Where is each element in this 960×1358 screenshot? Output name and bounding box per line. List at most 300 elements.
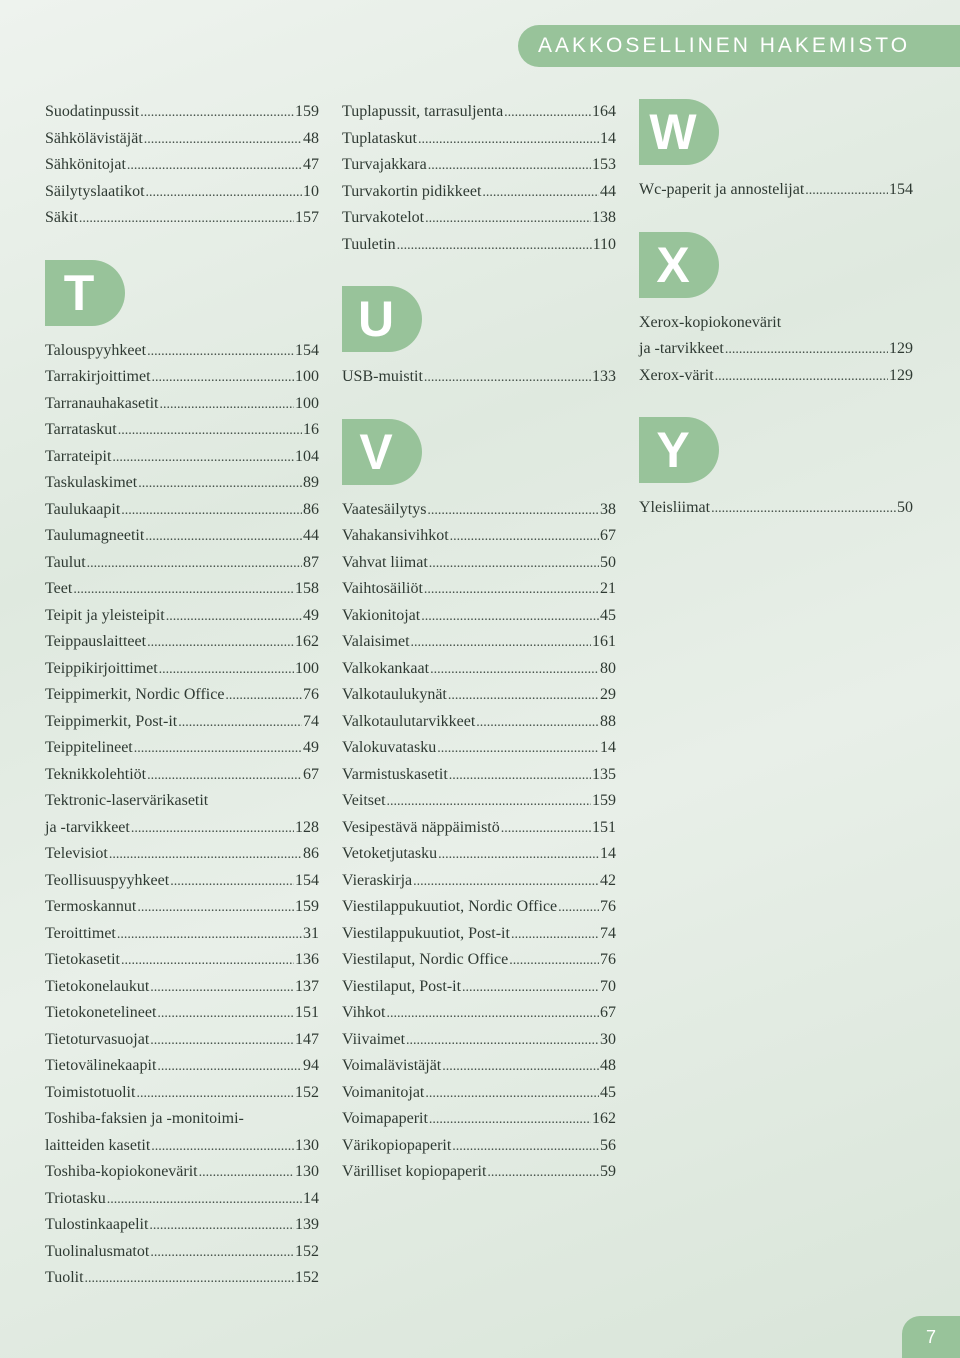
index-entry-page: 159 bbox=[592, 792, 616, 809]
dot-leader bbox=[149, 1213, 294, 1240]
index-entry bbox=[45, 841, 319, 868]
index-entry-term: Varmistuskasetit bbox=[342, 765, 448, 783]
index-column-3 bbox=[639, 99, 913, 522]
index-entry-page: 30 bbox=[600, 1030, 616, 1048]
dot-leader bbox=[424, 577, 599, 604]
index-entry-term: Värikopiopaperit bbox=[342, 1136, 452, 1154]
index-entry-term: Vihkot bbox=[342, 1004, 386, 1021]
index-entry-term: Sähkölävistäjät bbox=[45, 129, 143, 147]
dot-leader bbox=[147, 339, 294, 366]
index-entry-term: Tuolinalusmatot bbox=[45, 1242, 150, 1260]
index-entry bbox=[342, 550, 616, 577]
dot-leader bbox=[476, 710, 599, 737]
index-entry-page: 161 bbox=[592, 633, 616, 650]
index-entry-term: Valkotaulutarvikkeet bbox=[342, 712, 476, 730]
index-entry bbox=[45, 1159, 319, 1186]
dot-leader bbox=[450, 524, 599, 551]
dot-leader bbox=[386, 1001, 599, 1028]
index-entry-term: Tietokonetelineet bbox=[45, 1004, 157, 1021]
index-entry-page: 152 bbox=[295, 1083, 319, 1101]
index-entry-page: 136 bbox=[295, 951, 319, 968]
index-entry-term: Säilytyslaatikot bbox=[45, 182, 145, 200]
dot-leader bbox=[107, 1187, 302, 1214]
dot-leader bbox=[504, 100, 591, 127]
index-column-1 bbox=[45, 99, 319, 1292]
dot-leader bbox=[448, 683, 599, 710]
dot-leader bbox=[442, 1054, 599, 1081]
index-entry-page: 89 bbox=[303, 474, 319, 491]
dot-leader bbox=[225, 683, 302, 710]
index-header-banner bbox=[518, 25, 960, 67]
index-entry-term: Vetoketjutasku bbox=[342, 845, 438, 862]
index-entry bbox=[45, 1186, 319, 1213]
index-entry-page: 87 bbox=[303, 553, 319, 571]
index-entry-page: 158 bbox=[295, 580, 319, 597]
index-entry-page: 44 bbox=[303, 527, 319, 544]
index-entry-term: Yleisliimat bbox=[639, 499, 711, 516]
index-entry bbox=[45, 682, 319, 709]
index-entry-page: 49 bbox=[303, 739, 319, 756]
index-entry-term: Tietokasetit bbox=[45, 951, 120, 968]
index-entry-page: 67 bbox=[600, 527, 616, 544]
index-entry bbox=[342, 868, 616, 895]
index-entry-page: 129 bbox=[889, 366, 913, 384]
index-entry bbox=[45, 1133, 319, 1160]
dot-leader bbox=[487, 1160, 599, 1187]
index-entry bbox=[45, 868, 319, 895]
index-entry-page: 154 bbox=[295, 341, 319, 359]
index-entry-page: 48 bbox=[303, 129, 319, 147]
dot-leader bbox=[711, 496, 896, 523]
index-entry-term: Teippimerkit, Post-it bbox=[45, 712, 178, 730]
letter-heading: W bbox=[649, 104, 697, 160]
index-entry-term: Voimapaperit bbox=[342, 1110, 428, 1127]
index-entry-term: Tarrataskut bbox=[45, 421, 117, 438]
index-entry bbox=[342, 576, 616, 603]
index-entry-page: 10 bbox=[303, 182, 319, 200]
index-entry-page: 104 bbox=[295, 447, 319, 465]
index-entry-term: Termoskannut bbox=[45, 898, 137, 915]
index-entry-term: Vakionitojat bbox=[342, 606, 421, 624]
letter-heading-block bbox=[342, 419, 422, 485]
dot-leader bbox=[428, 153, 591, 180]
index-entry-term: Teippitelineet bbox=[45, 739, 133, 756]
index-entry bbox=[342, 523, 616, 550]
dot-leader bbox=[170, 869, 294, 896]
index-entry-page: 74 bbox=[303, 712, 319, 730]
dot-leader bbox=[140, 100, 294, 127]
index-entry-term: Viestilappukuutiot, Post-it bbox=[342, 924, 510, 942]
index-entry-page: 152 bbox=[295, 1242, 319, 1260]
index-entry-page: 162 bbox=[295, 633, 319, 650]
index-entry bbox=[45, 444, 319, 471]
dot-leader bbox=[159, 392, 294, 419]
index-entry-term: Televisiot bbox=[45, 845, 108, 862]
index-entry bbox=[342, 1133, 616, 1160]
index-entry bbox=[45, 550, 319, 577]
index-entry-page: 88 bbox=[600, 712, 616, 730]
index-entry-page: 76 bbox=[600, 951, 616, 968]
dot-leader bbox=[501, 816, 591, 843]
dot-leader bbox=[150, 1028, 294, 1055]
index-entry bbox=[45, 99, 319, 126]
index-entry-term: Tuolit bbox=[45, 1269, 84, 1286]
index-entry bbox=[342, 232, 616, 259]
index-entry bbox=[342, 603, 616, 630]
index-entry bbox=[45, 179, 319, 206]
index-entry-term: Tulostinkaapelit bbox=[45, 1216, 149, 1233]
index-entry-term: Taskulaskimet bbox=[45, 474, 138, 491]
index-entry-term: Toimistotuolit bbox=[45, 1083, 136, 1101]
index-entry-term: Viivaimet bbox=[342, 1030, 406, 1048]
index-entry-page: 56 bbox=[600, 1136, 616, 1154]
dot-leader bbox=[138, 471, 302, 498]
index-entry-term: Teippikirjoittimet bbox=[45, 659, 158, 677]
index-entry-term: Xerox-kopiokonevärit bbox=[639, 313, 782, 331]
index-entry bbox=[342, 99, 616, 126]
index-entry-term: Vesipestävä näppäimistö bbox=[342, 818, 500, 836]
index-entry bbox=[45, 470, 319, 497]
index-entry-page: 21 bbox=[600, 580, 616, 597]
dot-leader bbox=[157, 1001, 294, 1028]
index-entry-page: 48 bbox=[600, 1057, 616, 1074]
index-entry-page: 42 bbox=[600, 871, 616, 889]
index-entry-page: 159 bbox=[295, 898, 319, 915]
index-entry bbox=[45, 894, 319, 921]
dot-leader bbox=[509, 948, 599, 975]
letter-heading: T bbox=[63, 264, 95, 321]
index-entry-term: Tuuletin bbox=[342, 235, 396, 253]
dot-leader bbox=[387, 789, 591, 816]
index-entry-page: 128 bbox=[295, 818, 319, 836]
index-entry-term: Veitset bbox=[342, 792, 386, 809]
index-entry-page: 45 bbox=[600, 606, 616, 624]
index-entry bbox=[45, 1239, 319, 1266]
dot-leader bbox=[147, 763, 302, 790]
index-entry-term: Teroittimet bbox=[45, 924, 116, 942]
index-entry-term: Tuplataskut bbox=[342, 129, 417, 147]
dot-leader bbox=[85, 1266, 294, 1293]
letter-heading: V bbox=[359, 423, 393, 480]
dot-leader bbox=[511, 922, 599, 949]
dot-leader bbox=[425, 206, 591, 233]
index-entry bbox=[45, 1027, 319, 1054]
index-entry-term: Valkokankaat bbox=[342, 659, 430, 677]
index-entry bbox=[639, 177, 913, 204]
index-entry-term: Tuplapussit, tarrasuljenta bbox=[342, 103, 504, 120]
index-entry-term: Värilliset kopiopaperit bbox=[342, 1163, 487, 1180]
index-entry-page: 74 bbox=[600, 924, 616, 942]
index-entry bbox=[342, 126, 616, 153]
index-entry bbox=[342, 974, 616, 1001]
index-entry bbox=[45, 497, 319, 524]
index-entry-term: Sähkönitojat bbox=[45, 156, 126, 173]
index-entry bbox=[342, 815, 616, 842]
index-entry-term: Tarrateipit bbox=[45, 447, 112, 465]
index-entry-page: 164 bbox=[592, 103, 616, 120]
index-entry-page: 16 bbox=[303, 421, 319, 438]
dot-leader bbox=[159, 657, 294, 684]
index-entry bbox=[45, 205, 319, 232]
dot-leader bbox=[424, 365, 591, 392]
index-entry bbox=[45, 126, 319, 153]
index-entry bbox=[342, 947, 616, 974]
index-entry-page: 94 bbox=[303, 1057, 319, 1074]
dot-leader bbox=[437, 736, 599, 763]
index-entry bbox=[45, 364, 319, 391]
dot-leader bbox=[145, 524, 302, 551]
index-entry-page: 100 bbox=[295, 394, 319, 412]
index-entry-term: Valaisimet bbox=[342, 633, 410, 650]
index-entry-term: Teippauslaitteet bbox=[45, 633, 147, 650]
index-entry bbox=[342, 152, 616, 179]
dot-leader bbox=[421, 604, 599, 631]
index-entry-term: Tietokonelaukut bbox=[45, 977, 150, 995]
dot-leader bbox=[144, 127, 302, 154]
index-entry-term: Vaihtosäiliöt bbox=[342, 580, 423, 597]
dot-leader bbox=[413, 869, 599, 896]
index-entry bbox=[639, 495, 913, 522]
index-entry-page: 110 bbox=[592, 235, 616, 253]
dot-leader bbox=[146, 180, 302, 207]
index-entry-term: Turvakortin pidikkeet bbox=[342, 182, 482, 200]
index-entry-term: ja -tarvikkeet bbox=[639, 340, 724, 357]
index-entry-page: 14 bbox=[600, 845, 616, 862]
index-entry bbox=[45, 391, 319, 418]
index-entry bbox=[45, 1000, 319, 1027]
index-entry-page: 86 bbox=[303, 845, 319, 862]
index-entry-page: 45 bbox=[600, 1083, 616, 1101]
index-entry-page: 50 bbox=[600, 553, 616, 571]
dot-leader bbox=[725, 337, 888, 364]
index-entry bbox=[342, 841, 616, 868]
dot-leader bbox=[131, 816, 294, 843]
dot-leader bbox=[117, 922, 302, 949]
index-entry bbox=[342, 709, 616, 736]
dot-leader bbox=[150, 975, 294, 1002]
index-entry-term: Taulut bbox=[45, 553, 86, 571]
index-entry-term: Xerox-värit bbox=[639, 366, 714, 384]
dot-leader bbox=[449, 763, 591, 790]
dot-leader bbox=[121, 948, 294, 975]
dot-leader bbox=[118, 418, 302, 445]
index-entry-page: 76 bbox=[303, 686, 319, 703]
index-entry-term: Talouspyyhkeet bbox=[45, 341, 147, 359]
index-entry bbox=[342, 1159, 616, 1186]
index-entry bbox=[45, 152, 319, 179]
index-entry-page: 86 bbox=[303, 500, 319, 518]
page-number: 7 bbox=[925, 1326, 936, 1347]
index-entry-term: Toshiba-kopiokonevärit bbox=[45, 1163, 198, 1180]
index-entry-term: Wc-paperit ja annostelijat bbox=[639, 181, 805, 198]
dot-leader bbox=[438, 842, 599, 869]
index-entry-page: 130 bbox=[295, 1136, 319, 1154]
index-entry-term: Vahvat liimat bbox=[342, 553, 428, 571]
index-entry-term: Teippimerkit, Nordic Office bbox=[45, 686, 225, 703]
index-entry-term: Tietoturvasuojat bbox=[45, 1030, 150, 1048]
index-entry-term: Voimanitojat bbox=[342, 1083, 425, 1101]
index-entry-page: 137 bbox=[295, 977, 319, 995]
dot-leader bbox=[430, 657, 599, 684]
index-entry-term: Valokuvatasku bbox=[342, 739, 437, 756]
dot-leader bbox=[429, 1107, 591, 1134]
dot-leader bbox=[136, 1081, 294, 1108]
index-entry bbox=[45, 576, 319, 603]
index-entry-term: Taulukaapit bbox=[45, 500, 121, 518]
index-entry-term: Vaatesäilytys bbox=[342, 500, 427, 518]
index-entry bbox=[45, 947, 319, 974]
index-entry bbox=[45, 1080, 319, 1107]
index-entry-page: 154 bbox=[889, 181, 913, 198]
index-entry bbox=[45, 762, 319, 789]
index-entry bbox=[45, 523, 319, 550]
index-entry-term: Triotasku bbox=[45, 1189, 106, 1207]
index-entry bbox=[342, 656, 616, 683]
index-entry bbox=[45, 788, 319, 815]
dot-leader bbox=[73, 577, 294, 604]
dot-leader bbox=[150, 1240, 294, 1267]
index-entry-term: Voimalävistäjät bbox=[342, 1057, 442, 1074]
index-entry-term: Viestilaput, Nordic Office bbox=[342, 951, 509, 968]
dot-leader bbox=[147, 630, 294, 657]
dot-leader bbox=[121, 498, 302, 525]
index-entry-page: 14 bbox=[303, 1189, 319, 1207]
dot-leader bbox=[452, 1134, 599, 1161]
dot-leader bbox=[134, 736, 302, 763]
index-entry-term: Toshiba-faksien ja -monitoimi- bbox=[45, 1110, 244, 1127]
index-entry bbox=[45, 815, 319, 842]
dot-leader bbox=[178, 710, 302, 737]
dot-leader bbox=[79, 206, 294, 233]
index-entry-page: 159 bbox=[295, 103, 319, 120]
letter-heading-block bbox=[639, 417, 719, 483]
index-entry-page: 38 bbox=[600, 500, 616, 518]
index-entry-term: Turvakotelot bbox=[342, 209, 425, 226]
index-entry-term: Vahakansivihkot bbox=[342, 527, 449, 544]
letter-heading-block bbox=[639, 99, 719, 165]
index-entry-term: Teet bbox=[45, 580, 73, 597]
index-entry bbox=[45, 656, 319, 683]
letter-heading: U bbox=[357, 291, 395, 347]
dot-leader bbox=[406, 1028, 599, 1055]
dot-leader bbox=[137, 895, 294, 922]
index-entry-term: USB-muistit bbox=[342, 368, 423, 385]
index-entry-page: 14 bbox=[600, 739, 616, 756]
index-entry-page: 130 bbox=[295, 1163, 319, 1180]
index-entry bbox=[639, 310, 913, 337]
index-entry bbox=[342, 205, 616, 232]
index-entry-page: 139 bbox=[295, 1216, 319, 1233]
index-entry-term: Tarrakirjoittimet bbox=[45, 368, 151, 385]
index-entry-page: 59 bbox=[600, 1163, 616, 1180]
dot-leader bbox=[805, 178, 888, 205]
dot-leader bbox=[199, 1160, 294, 1187]
dot-leader bbox=[427, 498, 599, 525]
index-entry-page: 153 bbox=[592, 156, 616, 173]
dot-leader bbox=[411, 630, 591, 657]
index-header-title: AAKKOSELLINEN HAKEMISTO bbox=[538, 34, 911, 57]
index-entry-page: 162 bbox=[592, 1110, 616, 1127]
dot-leader bbox=[152, 365, 294, 392]
index-entry-term: Säkit bbox=[45, 209, 78, 226]
index-entry-page: 14 bbox=[600, 129, 616, 147]
index-entry bbox=[342, 788, 616, 815]
index-entry bbox=[342, 364, 616, 391]
index-entry bbox=[342, 735, 616, 762]
index-entry bbox=[342, 1027, 616, 1054]
index-entry bbox=[45, 921, 319, 948]
index-entry-term: Turvajakkara bbox=[342, 156, 427, 173]
dot-leader bbox=[87, 551, 302, 578]
index-entry bbox=[342, 1000, 616, 1027]
index-entry bbox=[342, 1053, 616, 1080]
letter-heading: X bbox=[656, 236, 690, 293]
index-entry-page: 135 bbox=[592, 765, 616, 783]
index-entry-page: 151 bbox=[592, 818, 616, 836]
letter-heading-block bbox=[639, 232, 719, 298]
dot-leader bbox=[166, 604, 302, 631]
index-column-2 bbox=[342, 99, 616, 1186]
dot-leader bbox=[112, 445, 294, 472]
dot-leader bbox=[425, 1081, 599, 1108]
index-entry-page: 147 bbox=[295, 1030, 319, 1048]
index-entry bbox=[45, 338, 319, 365]
index-entry bbox=[45, 629, 319, 656]
index-entry-page: 49 bbox=[303, 606, 319, 624]
index-entry bbox=[342, 921, 616, 948]
index-entry-page: 100 bbox=[295, 368, 319, 385]
dot-leader bbox=[558, 895, 599, 922]
index-entry bbox=[342, 497, 616, 524]
letter-heading: Y bbox=[656, 422, 690, 478]
page-number-tab bbox=[902, 1316, 960, 1358]
index-entry-page: 29 bbox=[600, 686, 616, 703]
index-entry-page: 138 bbox=[592, 209, 616, 226]
dot-leader bbox=[151, 1134, 294, 1161]
index-entry-page: 67 bbox=[303, 765, 319, 783]
index-entry-page: 157 bbox=[295, 209, 319, 226]
index-entry bbox=[45, 1212, 319, 1239]
index-entry-term: Tektronic-laservärikasetit bbox=[45, 792, 209, 809]
index-entry-term: Teipit ja yleisteipit bbox=[45, 606, 165, 624]
index-entry-term: Vieraskirja bbox=[342, 871, 413, 889]
index-entry-page: 133 bbox=[592, 368, 616, 385]
index-entry bbox=[45, 417, 319, 444]
dot-leader bbox=[482, 180, 599, 207]
dot-leader bbox=[157, 1054, 302, 1081]
index-entry-term: laitteiden kasetit bbox=[45, 1136, 151, 1154]
index-entry-term: Teollisuuspyyhkeet bbox=[45, 871, 170, 889]
index-entry-page: 151 bbox=[295, 1004, 319, 1021]
index-entry-term: Viestilappukuutiot, Nordic Office bbox=[342, 898, 558, 915]
dot-leader bbox=[462, 975, 599, 1002]
index-entry bbox=[342, 762, 616, 789]
index-entry-page: 70 bbox=[600, 977, 616, 995]
index-entry-page: 67 bbox=[600, 1004, 616, 1021]
index-entry bbox=[639, 336, 913, 363]
index-entry-term: Suodatinpussit bbox=[45, 103, 140, 120]
dot-leader bbox=[397, 233, 592, 260]
index-entry-term: Tietovälinekaapit bbox=[45, 1057, 157, 1074]
index-entry bbox=[45, 735, 319, 762]
index-entry-page: 31 bbox=[303, 924, 319, 942]
index-entry-page: 154 bbox=[295, 871, 319, 889]
dot-leader bbox=[109, 842, 302, 869]
index-entry bbox=[45, 709, 319, 736]
index-entry-page: 100 bbox=[295, 659, 319, 677]
index-entry-page: 47 bbox=[303, 156, 319, 173]
index-entry bbox=[45, 1106, 319, 1133]
